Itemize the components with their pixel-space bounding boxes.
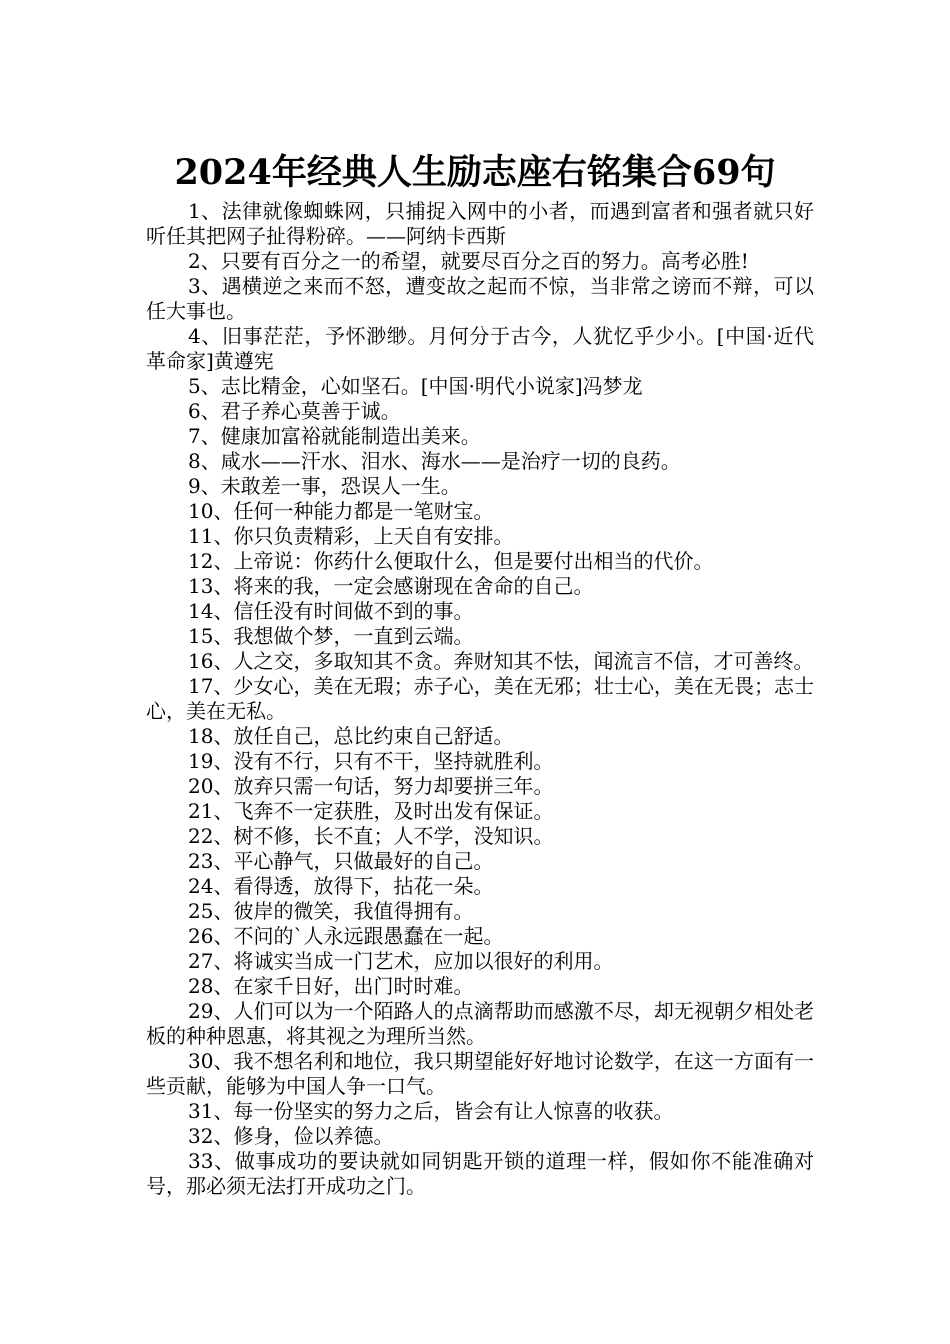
quote-paragraph: 10、任何一种能力都是一笔财宝。: [188, 499, 494, 523]
quote-paragraph: 7、健康加富裕就能制造出美来。: [188, 424, 481, 448]
quote-paragraph: 19、没有不行，只有不干，坚持就胜利。: [188, 749, 554, 773]
quote-paragraph: 21、飞奔不一定获胜，及时出发有保证。: [188, 799, 554, 823]
quote-paragraph: 8、咸水——汗水、泪水、海水——是治疗一切的良药。: [188, 449, 681, 473]
quote-paragraph: 22、树不修，长不直；人不学，没知识。: [188, 824, 554, 848]
quote-paragraph: 26、不问的`人永远跟愚蠢在一起。: [188, 924, 504, 948]
document-body: [146, 199, 814, 1199]
quote-paragraph: 9、未敢差一事，恐误人一生。: [188, 474, 461, 498]
quote-paragraph: 6、君子养心莫善于诚。: [188, 399, 401, 423]
quote-paragraph: 31、每一份坚实的努力之后，皆会有让人惊喜的收获。: [188, 1099, 674, 1123]
quote-paragraph: 32、修身，俭以养德。: [188, 1124, 394, 1148]
quote-paragraph: 12、上帝说：你药什么便取什么，但是要付出相当的代价。: [188, 549, 714, 573]
quote-paragraph: 33、做事成功的要诀就如同钥匙开锁的道理一样，假如你不能准确对号，那必须无法打开成功之门。: [146, 1149, 814, 1198]
quote-paragraph: 5、志比精金，心如坚石。[中国·明代小说家]冯梦龙: [188, 374, 643, 398]
document-title: 2024年经典人生励志座右铭集合69句: [174, 152, 776, 194]
quote-paragraph: 14、信任没有时间做不到的事。: [188, 599, 474, 623]
quote-paragraph: 13、将来的我，一定会感谢现在舍命的自己。: [188, 574, 594, 598]
quote-paragraph: 28、在家千日好，出门时时难。: [188, 974, 474, 998]
quote-paragraph: 23、平心静气，只做最好的自己。: [188, 849, 494, 873]
quote-paragraph: 3、遇横逆之来而不怒，遭变故之起而不惊，当非常之谤而不辩，可以任大事也。: [146, 274, 814, 323]
quote-paragraph: 24、看得透，放得下，拈花一朵。: [188, 874, 494, 898]
quote-paragraph: 1、法律就像蜘蛛网，只捕捉入网中的小者，而遇到富者和强者就只好听任其把网子扯得粉碎。——阿纳卡西斯: [146, 199, 814, 248]
quote-paragraph: 15、我想做个梦，一直到云端。: [188, 624, 474, 648]
quote-paragraph: 29、人们可以为一个陌路人的点滴帮助而感激不尽，却无视朝夕相处老板的种种恩惠，将其视之为理所当然。: [146, 999, 814, 1048]
quote-paragraph: 4、旧事茫茫，予怀渺缈。月何分于古今，人犹忆乎少小。[中国·近代革命家]黄遵宪: [146, 324, 814, 373]
quote-paragraph: 27、将诚实当成一门艺术，应加以很好的利用。: [188, 949, 614, 973]
quote-paragraph: 16、人之交，多取知其不贪。奔财知其不怯，闻流言不信，才可善终。: [188, 649, 814, 673]
quote-paragraph: 18、放任自己，总比约束自己舒适。: [188, 724, 514, 748]
quote-paragraph: 30、我不想名利和地位，我只期望能好好地讨论数学，在这一方面有一些贡献，能够为中国人争一口气。: [146, 1049, 814, 1098]
quote-paragraph: 17、少女心，美在无瑕；赤子心，美在无邪；壮士心，美在无畏；志士心，美在无私。: [146, 674, 814, 723]
quote-paragraph: 20、放弃只需一句话，努力却要拼三年。: [188, 774, 554, 798]
quote-paragraph: 11、你只负责精彩，上天自有安排。: [188, 524, 514, 548]
quote-paragraph: 2、只要有百分之一的希望，就要尽百分之百的努力。高考必胜!: [188, 249, 749, 273]
quote-paragraph: 25、彼岸的微笑，我值得拥有。: [188, 899, 474, 923]
